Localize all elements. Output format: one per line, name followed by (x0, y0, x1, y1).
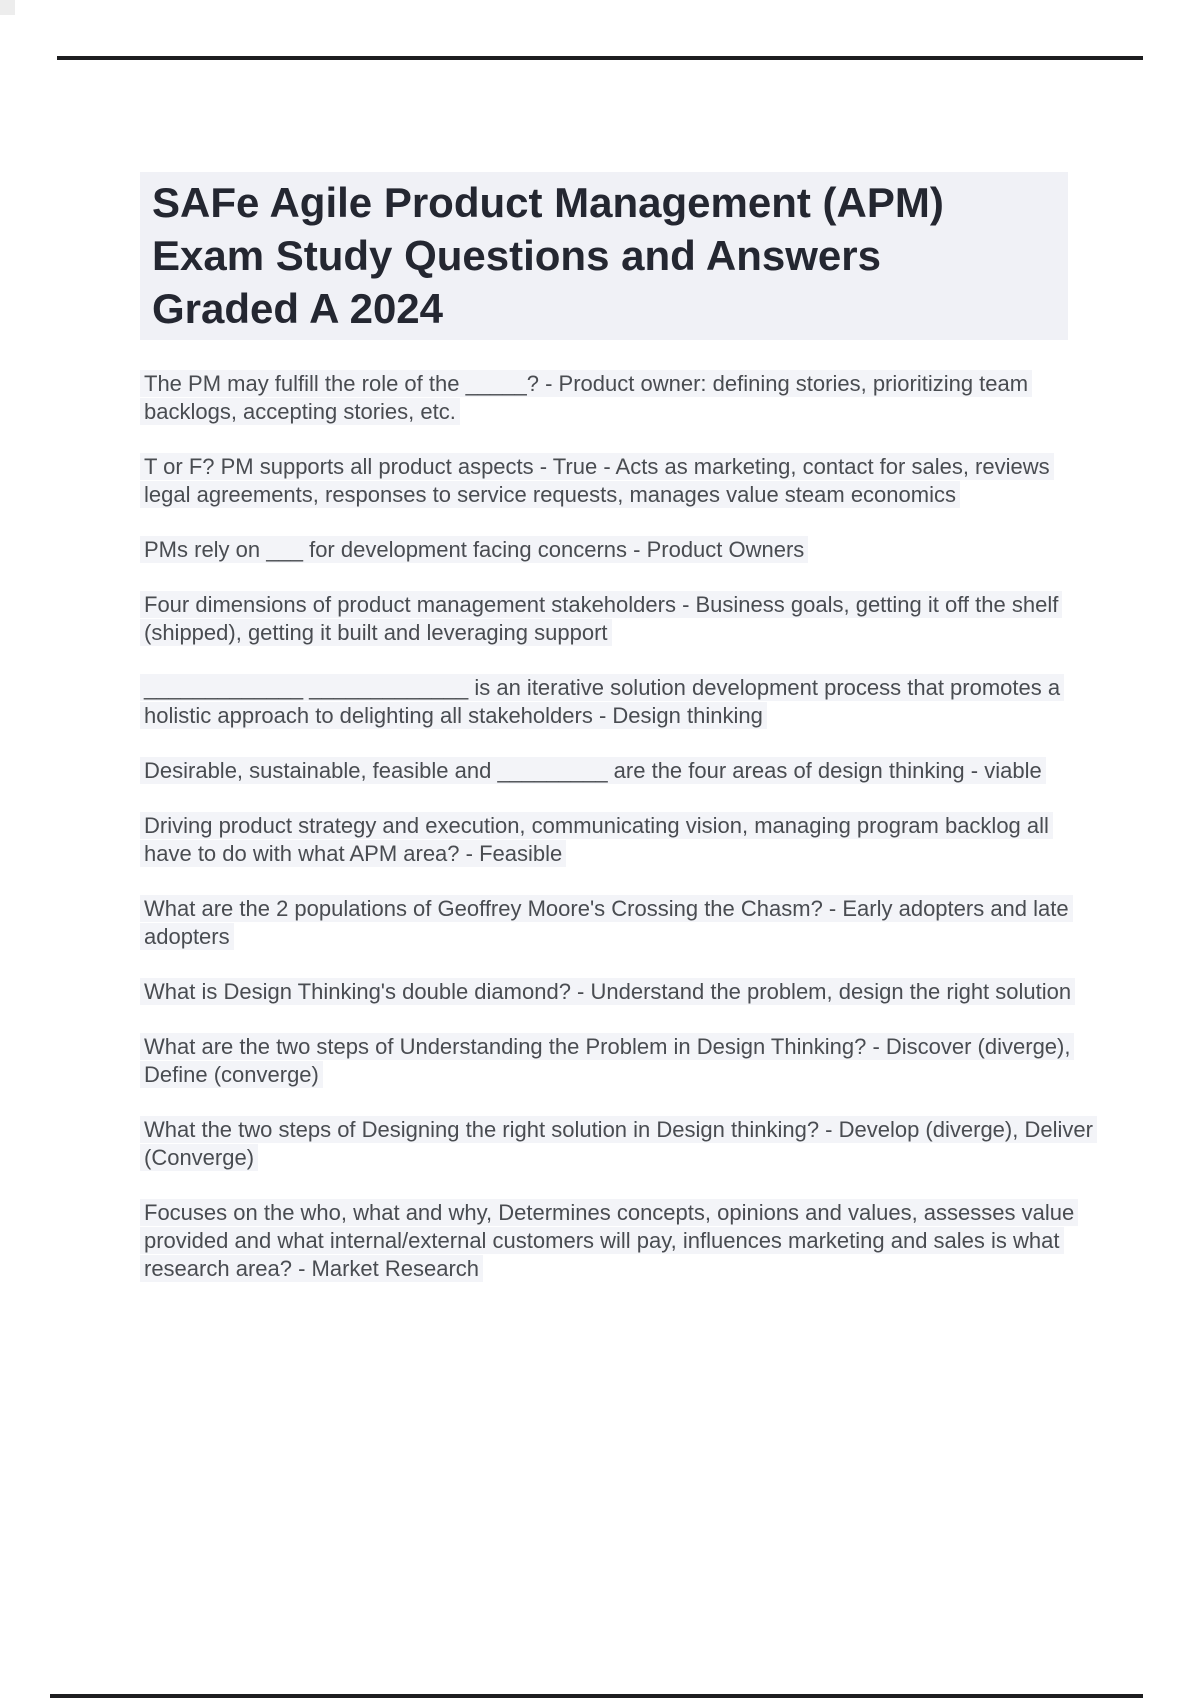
document-title (140, 172, 1068, 340)
qa-item (140, 757, 1098, 785)
qa-item-text: What are the 2 populations of Geoffrey Moore's Crossing the Chasm? - Early adopters and late adopters (140, 895, 1073, 950)
qa-item (140, 812, 1098, 868)
qa-item (140, 591, 1098, 647)
qa-item (140, 370, 1098, 426)
qa-item-text: Desirable, sustainable, feasible and _________ are the four areas of design thinking - viable (140, 757, 1046, 784)
qa-item (140, 1116, 1098, 1172)
document-title-text: SAFe Agile Product Management (APM) Exam Study Questions and Answers Graded A 2024 (152, 179, 944, 332)
qa-item (140, 674, 1098, 730)
bottom-rule (50, 1694, 1143, 1698)
qa-item (140, 1033, 1098, 1089)
qa-list (140, 370, 1098, 1283)
qa-item (140, 978, 1098, 1006)
qa-item (140, 895, 1098, 951)
qa-item-text: PMs rely on ___ for development facing concerns - Product Owners (140, 536, 808, 563)
qa-item-text: Focuses on the who, what and why, Determines concepts, opinions and values, assesses value provided and what internal/external customers will pay, influences marketing and sales is what research area? - Market Research (140, 1199, 1078, 1282)
qa-item-text: What the two steps of Designing the right solution in Design thinking? - Develop (diverge), Deliver (Converge) (140, 1116, 1097, 1171)
qa-item-text: What is Design Thinking's double diamond? - Understand the problem, design the right solution (140, 978, 1075, 1005)
qa-item-text: What are the two steps of Understanding the Problem in Design Thinking? - Discover (diverge), Define (converge) (140, 1033, 1074, 1088)
qa-item-text: _____________ _____________ is an iterative solution development process that promotes a holistic approach to delighting all stakeholders - Design thinking (140, 674, 1064, 729)
qa-item (140, 536, 1098, 564)
qa-item (140, 1199, 1098, 1283)
qa-item-text: Driving product strategy and execution, communicating vision, managing program backlog all have to do with what APM area? - Feasible (140, 812, 1053, 867)
qa-item (140, 453, 1098, 509)
qa-item-text: The PM may fulfill the role of the _____? - Product owner: defining stories, prioritizing team backlogs, accepting stories, etc. (140, 370, 1032, 425)
qa-item-text: Four dimensions of product management stakeholders - Business goals, getting it off the shelf (shipped), getting it built and leveraging support (140, 591, 1062, 646)
top-rule (57, 56, 1143, 60)
document-content (140, 172, 1098, 1310)
qa-item-text: T or F? PM supports all product aspects - True - Acts as marketing, contact for sales, reviews legal agreements, responses to service requests, manages value steam economics (140, 453, 1054, 508)
scan-artifact (0, 0, 15, 15)
